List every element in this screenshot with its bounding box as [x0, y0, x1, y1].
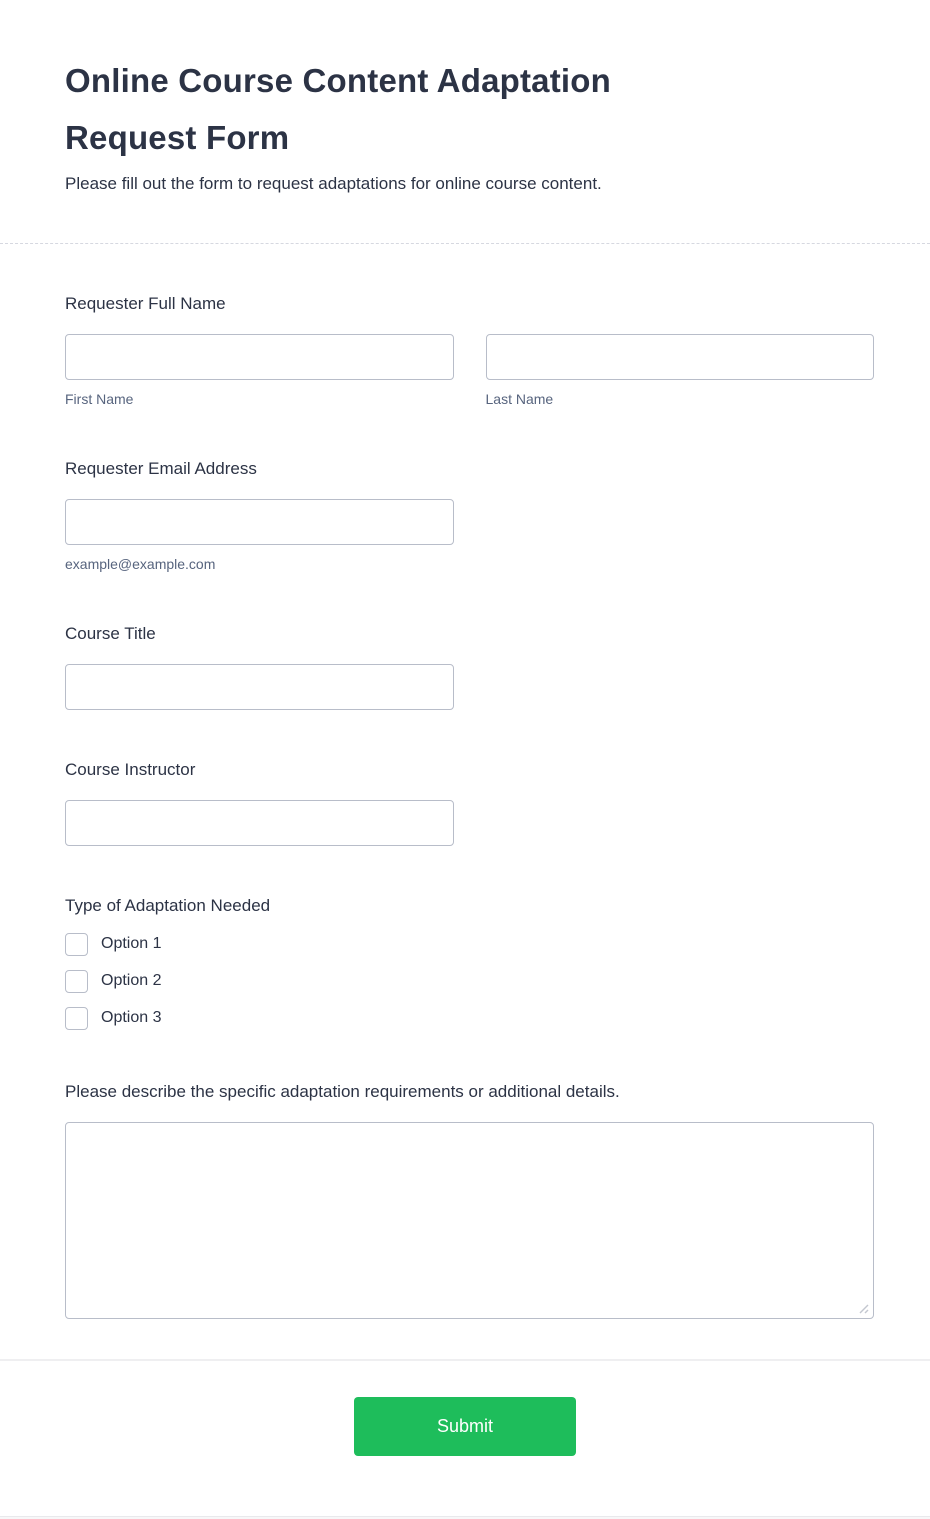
adaptation-type-options	[65, 932, 874, 1030]
last-name-sublabel: Last Name	[485, 391, 554, 407]
first-name-sublabel: First Name	[65, 391, 134, 407]
checkbox-row-option-2[interactable]	[65, 969, 161, 993]
course-title-label: Course Title	[65, 624, 156, 643]
details-label: Please describe the specific adaptation requirements or additional details.	[65, 1082, 620, 1101]
first-name-column	[65, 334, 454, 409]
form-body	[0, 292, 930, 1359]
requester-full-name-label: Requester Full Name	[65, 294, 226, 313]
page-title-line-2: Request Form	[65, 119, 290, 156]
form-subtitle: Please fill out the form to request adaptations for online course content.	[65, 174, 602, 193]
last-name-input[interactable]	[486, 334, 875, 380]
email-input[interactable]	[65, 499, 454, 545]
email-hint: example@example.com	[65, 556, 216, 572]
first-name-input[interactable]	[65, 334, 454, 380]
details-textarea[interactable]	[65, 1122, 874, 1319]
submit-button[interactable]: Submit	[354, 1397, 576, 1456]
course-instructor-label: Course Instructor	[65, 760, 196, 779]
page-title-line-1: Online Course Content Adaptation	[65, 62, 612, 99]
submit-bar	[0, 1359, 930, 1504]
option-2-label: Option 2	[101, 972, 162, 989]
option-2-checkbox[interactable]	[65, 970, 88, 993]
page-title	[65, 52, 865, 166]
field-requester-email	[65, 457, 874, 574]
last-name-column	[486, 334, 875, 409]
option-3-label: Option 3	[101, 1009, 162, 1026]
option-1-checkbox[interactable]	[65, 933, 88, 956]
checkbox-row-option-1[interactable]	[65, 932, 161, 956]
details-textarea-wrap	[65, 1122, 874, 1319]
resize-handle-icon[interactable]	[857, 1301, 869, 1313]
field-course-instructor	[65, 758, 874, 846]
checkbox-row-option-3[interactable]	[65, 1006, 161, 1030]
requester-email-label: Requester Email Address	[65, 459, 257, 478]
field-course-title	[65, 622, 874, 710]
course-title-input[interactable]	[65, 664, 454, 710]
field-details	[65, 1080, 874, 1319]
form-header	[0, 0, 930, 244]
adaptation-type-label: Type of Adaptation Needed	[65, 896, 271, 915]
name-input-row	[65, 334, 874, 409]
field-adaptation-type	[65, 894, 874, 1030]
option-1-label: Option 1	[101, 935, 162, 952]
course-instructor-input[interactable]	[65, 800, 454, 846]
field-requester-full-name	[65, 292, 874, 409]
option-3-checkbox[interactable]	[65, 1007, 88, 1030]
